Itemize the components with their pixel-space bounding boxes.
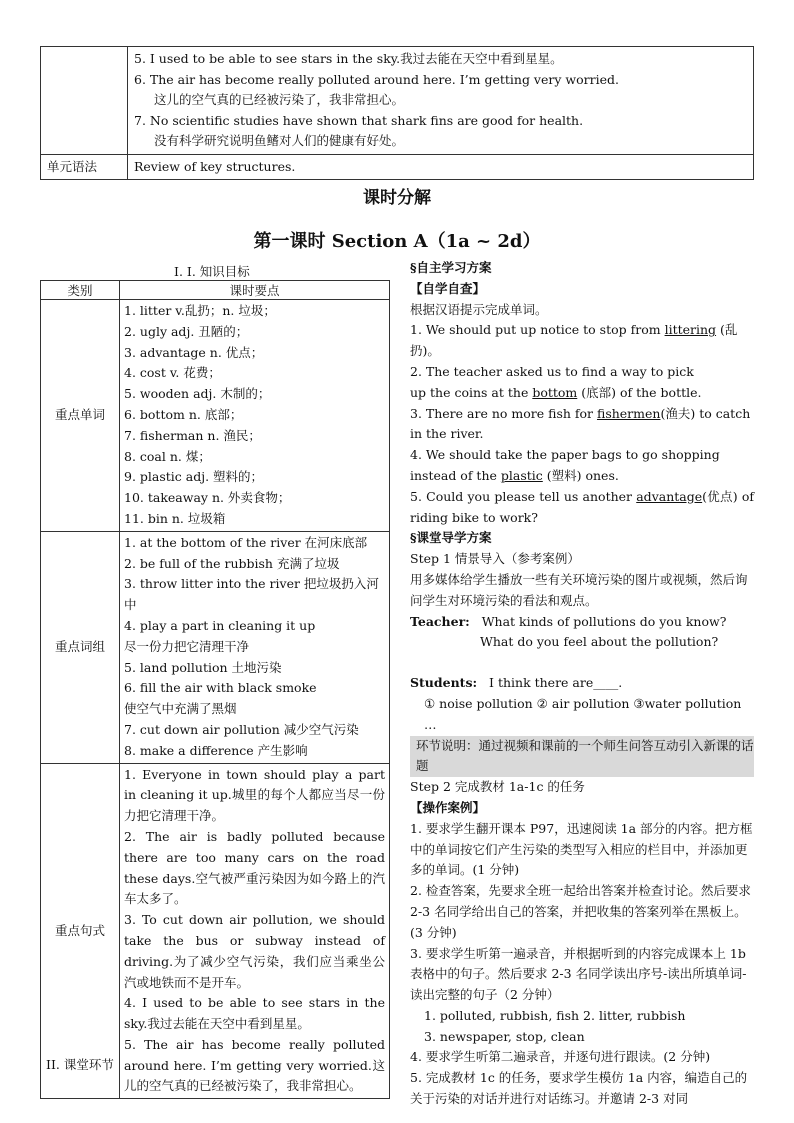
list-item: 3. throw litter into the river 把垃圾扔入河中	[124, 576, 379, 613]
lesson-title: 第一课时 Section A（1a ~ 2d）	[253, 231, 541, 252]
points-cell	[120, 300, 390, 532]
spacer	[410, 653, 754, 673]
list-item: 5. The air has become really polluted around here. I’m getting very worried.这儿的空气真的已经被污染了，我非常担心。	[124, 1036, 385, 1094]
list-item: 1. at the bottom of the river 在河床底部	[124, 534, 368, 550]
exercise-item	[410, 404, 754, 446]
operation-item: 1. 要求学生翻开课本 P97，迅速阅读 1a 部分的内容。把方框中的单词按它们产生污染的类型写入相应的栏目中，并添加更多的单词。(1 分钟)	[410, 820, 753, 878]
class-section-label: II. 课堂环节	[46, 1057, 114, 1072]
list-item: 4. play a part in cleaning it up	[124, 617, 316, 633]
answer-word: advantage	[636, 488, 703, 504]
list-item: 5. land pollution 土地污染	[124, 659, 282, 675]
table-header-row	[41, 281, 390, 300]
exercise-text: (乱扔)。	[410, 322, 738, 359]
row-content: Review of key structures.	[128, 154, 754, 180]
operation-heading: 【操作案例】	[410, 799, 486, 815]
row-content	[128, 47, 754, 155]
dialogue-line: What do you feel about the pollution?	[480, 634, 719, 650]
row-label: 单元语法	[41, 154, 128, 180]
list-item: 8. make a difference 产生影响	[124, 742, 308, 758]
dialogue-line	[410, 673, 754, 694]
category-cell: 重点单词	[41, 300, 120, 532]
list-item: 1. Everyone in town should play a part in cleaning it up.城里的每个人都应当尽一份力把它清理干净。	[124, 766, 385, 824]
knowledge-table	[40, 280, 390, 1099]
list-item: 使空气中充满了黑烟	[124, 701, 237, 717]
step-heading: Step 2 完成教材 1a-1c 的任务	[410, 779, 585, 795]
answer-line: 1. polluted, rubbish, fish 2. litter, rubbish	[424, 1007, 686, 1023]
speaker-label: Students:	[410, 675, 478, 691]
class-guide-heading: §课堂导学方案	[410, 530, 492, 546]
exercise-item: 2. The teacher asked us to find a way to pick	[410, 363, 694, 379]
note-box: 环节说明：通过视频和课前的一个师生问答互动引入新课的话题	[410, 736, 754, 778]
text-line: 7. No scientific studies have shown that shark fins are good for health.	[134, 112, 584, 128]
answer-word: littering	[664, 322, 717, 338]
operation-item: 3. 要求学生听第一遍录音，并根据听到的内容完成课本上 1b 表格中的句子。然后要求 2-3 名同学读出序号-读出所填单词-读出完整的句子（2 分钟）	[410, 945, 747, 1003]
exercise-item	[410, 445, 754, 487]
points-cell	[120, 531, 390, 763]
exercise-text: up the coins at the	[410, 384, 533, 400]
right-column	[410, 258, 754, 1110]
exercise-item	[410, 487, 754, 529]
operation-item: 2. 检查答案，先要求全班一起给出答案并检查讨论。然后要求 2-3 名同学给出自己的答案，并把收集的答案列举在黑板上。(3 分钟)	[410, 883, 751, 940]
section-heading: 课时分解	[363, 188, 431, 208]
exercise-text: 1. We should put up notice to stop from	[410, 322, 665, 338]
list-item: 6. fill the air with black smoke	[124, 680, 317, 696]
list-item: 4. cost v. 花费；	[124, 365, 221, 381]
step-heading: Step 1 情景导入（参考案例）	[410, 551, 580, 567]
dialogue-line	[410, 612, 754, 633]
instruction-text: 根据汉语提示完成单词。	[410, 301, 548, 317]
dialogue-text: What kinds of pollutions do you know?	[481, 613, 727, 629]
answer-line: 3. newspaper, stop, clean	[424, 1028, 585, 1044]
table-row	[41, 300, 390, 532]
list-item: 1. litter v.乱扔；n. 垃圾；	[124, 303, 276, 318]
exercise-text: (渔夫) to catch in the river.	[410, 405, 751, 442]
list-item: 7. fisherman n. 渔民；	[124, 427, 261, 443]
dialogue-text: I think there are____.	[489, 675, 623, 691]
operation-item: 5. 完成教材 1c 的任务，要求学生模仿 1a 内容，编造自己的关于污染的对话并进行对话练习。并邀请 2-3 对同	[410, 1070, 748, 1107]
list-item: 2. ugly adj. 丑陋的；	[124, 323, 249, 339]
list-item: 8. coal n. 煤；	[124, 448, 211, 464]
row-label	[41, 47, 128, 155]
list-item: 7. cut down air pollution 减少空气污染	[124, 721, 359, 737]
answer-word: fishermen	[596, 405, 661, 421]
list-item: 10. takeaway n. 外卖食物；	[124, 490, 291, 506]
list-item: 2. The air is badly polluted because there are too many cars on the road these days.空气被严重污染因为如今路上的汽车太多了。	[124, 828, 385, 907]
text-line: 6. The air has become really polluted around here. I’m getting very worried.	[134, 71, 619, 87]
exercise-text: (塑料) ones.	[542, 467, 619, 483]
step-description: 用多媒体给学生播放一些有关环境污染的图片或视频，然后询问学生对环境污染的看法和观点。	[410, 571, 748, 608]
knowledge-goal-title: I. I. 知识目标	[174, 264, 250, 279]
table-row	[41, 47, 754, 155]
list-item: 3. advantage n. 优点；	[124, 344, 264, 360]
column-header-points: 课时要点	[120, 281, 390, 300]
table-row	[41, 763, 390, 1099]
column-header-category: 类别	[41, 281, 120, 300]
self-study-heading: §自主学习方案	[410, 260, 492, 275]
list-item: 2. be full of the rubbish 充满了垃圾	[124, 555, 340, 571]
category-cell: 重点词组	[41, 531, 120, 763]
speaker-label: Teacher:	[410, 613, 470, 629]
answer-word: bottom	[532, 384, 578, 400]
list-item: 9. plastic adj. 塑料的；	[124, 469, 264, 485]
list-item: 4. I used to be able to see stars in the sky.我过去能在天空中看到星星。	[124, 995, 385, 1032]
exercise-item	[410, 383, 754, 404]
answer-word: plastic	[500, 467, 543, 483]
exercise-text: 4. We should take the paper bags to go shopping instead of the	[410, 447, 720, 483]
text-line: 这儿的空气真的已经被污染了，我非常担心。	[154, 92, 405, 107]
exercise-text: (优点) of riding bike to work?	[410, 488, 754, 525]
unit-summary-table	[40, 46, 754, 180]
list-item: 11. bin n. 垃圾箱	[124, 510, 226, 526]
list-item: 6. bottom n. 底部；	[124, 406, 243, 422]
points-cell	[120, 763, 390, 1099]
self-check-heading: 【自学自查】	[410, 280, 486, 296]
text-line: 没有科学研究说明鱼鳍对人们的健康有好处。	[154, 133, 405, 148]
operation-item: 4. 要求学生听第二遍录音，并逐句进行跟读。(2 分钟)	[410, 1049, 711, 1065]
exercise-text: 5. Could you please tell us another	[410, 488, 637, 504]
table-row	[41, 531, 390, 763]
exercise-text: (底部) of the bottle.	[577, 384, 702, 400]
pollution-list: ① noise pollution ② air pollution ③water pollution …	[424, 695, 742, 732]
text-line: 5. I used to be able to see stars in the sky.我过去能在天空中看到星星。	[134, 51, 563, 66]
exercise-item	[410, 320, 754, 362]
list-item: 3. To cut down air pollution, we should take the bus or subway instead of driving.为了减少空气污染，我们应当乘坐公汽或地铁而不是开车。	[124, 912, 385, 990]
table-row	[41, 154, 754, 180]
list-item: 尽一份力把它清理干净	[124, 638, 250, 654]
exercise-text: 3. There are no more fish for	[410, 405, 597, 421]
category-cell: 重点句式	[41, 763, 120, 1099]
list-item: 5. wooden adj. 木制的；	[124, 386, 271, 402]
